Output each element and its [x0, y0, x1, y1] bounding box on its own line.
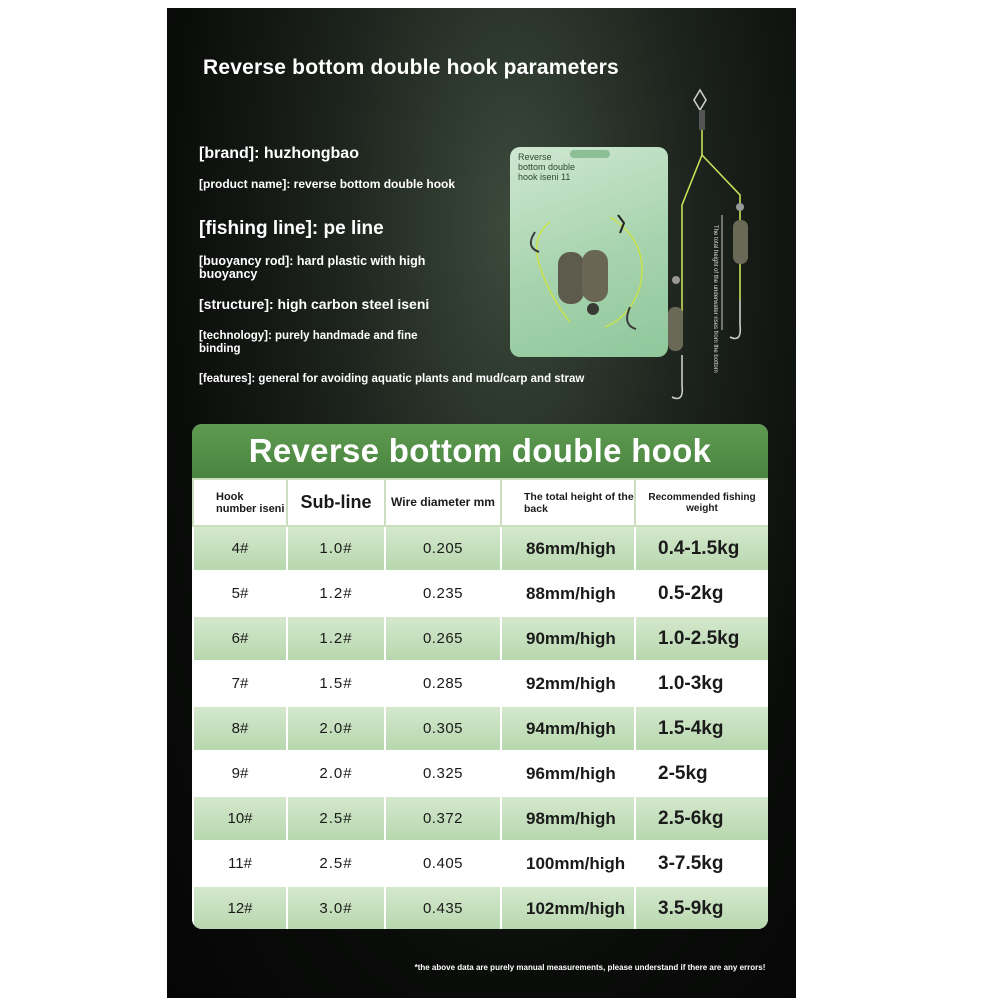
cell-hook: 12#	[193, 886, 287, 929]
cell-hook: 10#	[193, 796, 287, 841]
spec-brand-value: huzhongbao	[259, 145, 359, 162]
spec-technology	[199, 330, 459, 356]
specs-table-panel	[192, 424, 768, 929]
table-header-row	[193, 479, 768, 526]
cell-hook: 4#	[193, 526, 287, 571]
cell-sub-line: 1.5#	[287, 661, 385, 706]
rig-caption: The total height of the underwater rises from the bottom	[712, 225, 718, 373]
cell-wire: 0.405	[385, 841, 501, 886]
table-row	[193, 706, 768, 751]
cell-sub-line: 2.0#	[287, 751, 385, 796]
spec-fishing-line-label: [fishing line]:	[199, 218, 319, 239]
cell-hook: 9#	[193, 751, 287, 796]
cell-sub-line: 3.0#	[287, 886, 385, 929]
spec-product-name-value: reverse bottom double hook	[290, 177, 456, 191]
cell-height: 88mm/high	[501, 571, 635, 616]
package-contents-illustration	[510, 147, 670, 359]
cell-sub-line: 2.0#	[287, 706, 385, 751]
cell-sub-line: 1.2#	[287, 616, 385, 661]
spec-buoyancy-rod-value: hard plastic with high buoyancy	[199, 254, 426, 281]
cell-height: 90mm/high	[501, 616, 635, 661]
spec-technology-value: purely handmade and fine binding	[199, 330, 418, 355]
cell-height: 92mm/high	[501, 661, 635, 706]
header-wire-diameter: Wire diameter mm	[385, 479, 501, 526]
spec-product-name	[199, 178, 469, 191]
footer-note: *the above data are purely manual measurements, please understand if there are any errors!	[414, 963, 766, 972]
table-title: Reverse bottom double hook	[248, 432, 712, 469]
table-row	[193, 616, 768, 661]
cell-weight: 1.0-2.5kg	[635, 616, 768, 661]
spec-structure	[199, 296, 429, 312]
table-row	[193, 796, 768, 841]
cell-height: 98mm/high	[501, 796, 635, 841]
cell-height: 96mm/high	[501, 751, 635, 796]
cell-wire: 0.205	[385, 526, 501, 571]
cell-hook: 8#	[193, 706, 287, 751]
header-sub-line: Sub-line	[287, 479, 385, 526]
cell-height: 100mm/high	[501, 841, 635, 886]
cell-height: 94mm/high	[501, 706, 635, 751]
cell-weight: 1.0-3kg	[635, 661, 768, 706]
spec-technology-label: [technology]:	[199, 330, 272, 342]
spec-buoyancy-rod-label: [buoyancy rod]:	[199, 254, 294, 268]
table-row	[193, 751, 768, 796]
cell-hook: 11#	[193, 841, 287, 886]
cell-sub-line: 2.5#	[287, 841, 385, 886]
spec-brand-label: [brand]:	[199, 145, 260, 162]
spec-features-label: [features]:	[199, 373, 256, 385]
spec-brand	[199, 145, 359, 163]
spec-structure-value: high carbon steel iseni	[273, 296, 430, 312]
table-row	[193, 661, 768, 706]
cell-wire: 0.285	[385, 661, 501, 706]
cell-weight: 3-7.5kg	[635, 841, 768, 886]
spec-fishing-line	[199, 218, 384, 240]
spec-features	[199, 373, 584, 385]
spec-structure-label: [structure]:	[199, 296, 274, 312]
cell-wire: 0.372	[385, 796, 501, 841]
cell-weight: 2-5kg	[635, 751, 768, 796]
cell-weight: 1.5-4kg	[635, 706, 768, 751]
table-row	[193, 526, 768, 571]
cell-wire: 0.305	[385, 706, 501, 751]
rig-diagram	[662, 85, 762, 415]
specs-table	[192, 478, 768, 929]
header-recommended-weight: Recommended fishing weight	[635, 479, 768, 526]
table-row	[193, 841, 768, 886]
cell-weight: 3.5-9kg	[635, 886, 768, 929]
cell-sub-line: 2.5#	[287, 796, 385, 841]
table-row	[193, 886, 768, 929]
cell-wire: 0.235	[385, 571, 501, 616]
cell-hook: 6#	[193, 616, 287, 661]
cell-height: 102mm/high	[501, 886, 635, 929]
cell-sub-line: 1.0#	[287, 526, 385, 571]
cell-hook: 5#	[193, 571, 287, 616]
page-title: Reverse bottom double hook parameters	[203, 56, 619, 79]
spec-fishing-line-value: pe line	[318, 218, 384, 239]
cell-wire: 0.435	[385, 886, 501, 929]
cell-wire: 0.325	[385, 751, 501, 796]
spec-buoyancy-rod	[199, 255, 474, 281]
cell-sub-line: 1.2#	[287, 571, 385, 616]
table-row	[193, 571, 768, 616]
spec-product-name-label: [product name]:	[199, 177, 291, 191]
cell-weight: 2.5-6kg	[635, 796, 768, 841]
cell-weight: 0.4-1.5kg	[635, 526, 768, 571]
spec-features-value: general for avoiding aquatic plants and mud/carp and straw	[255, 373, 585, 385]
cell-wire: 0.265	[385, 616, 501, 661]
cell-weight: 0.5-2kg	[635, 571, 768, 616]
header-total-height: The total height of the back	[501, 479, 635, 526]
header-hook-number: Hook number iseni	[193, 479, 287, 526]
package-label: Reverse bottom double hook iseni 11	[518, 152, 576, 182]
cell-hook: 7#	[193, 661, 287, 706]
cell-height: 86mm/high	[501, 526, 635, 571]
